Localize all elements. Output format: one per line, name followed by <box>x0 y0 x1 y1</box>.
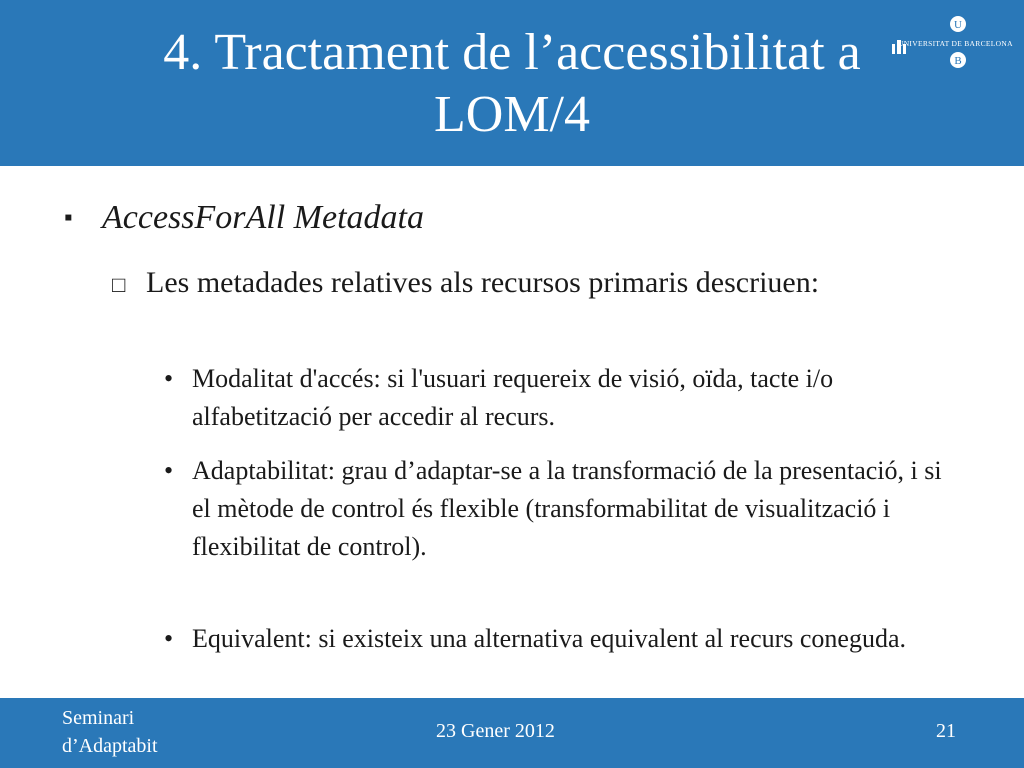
logo-letter-u: U <box>954 19 962 31</box>
bullet-level1-text: AccessForAll Metadata <box>102 199 424 236</box>
square-bullet-icon: ▪ <box>64 205 73 231</box>
bullet-level3-text: Equivalent: si existeix una alternativa equivalent al recurs coneguda. <box>192 624 907 653</box>
dot-bullet-icon: • <box>164 364 174 393</box>
slide-footer <box>0 698 1024 768</box>
page-number: 21 <box>936 720 956 742</box>
bullet-level3-text: Modalitat d'accés: si l'usuari requereix de visió, oïda, tacte i/o alfabetització per accedir al recurs. <box>192 364 834 431</box>
hollow-square-bullet-icon: □ <box>112 272 126 297</box>
dot-bullet-icon: • <box>164 624 174 653</box>
university-logo <box>890 14 1020 74</box>
bullet-level3-text: Adaptabilitat: grau d’adaptar-se a la transformació de la presentació, i si el mètode de control és flexible (transformabilitat de visualització i flexibilitat de control). <box>192 456 942 561</box>
title-line-2: LOM/4 <box>434 86 590 143</box>
logo-text: UNIVERSITAT DE BARCELONA <box>898 39 1013 48</box>
slide-header <box>0 0 1024 166</box>
footer-seminar-name <box>62 704 158 760</box>
footer-date: 23 Gener 2012 <box>436 720 555 742</box>
footer-left-line1: Seminari <box>62 707 135 729</box>
logo-letter-b: B <box>954 55 962 67</box>
dot-bullet-icon: • <box>164 456 174 485</box>
bullet-level2-text: Les metadades relatives als recursos primaris descriuen: <box>146 266 820 299</box>
footer-left-line2: d’Adaptabit <box>62 735 158 757</box>
title-line-1: 4. Tractament de l’accessibilitat a <box>163 24 861 81</box>
slide-title <box>40 22 984 146</box>
